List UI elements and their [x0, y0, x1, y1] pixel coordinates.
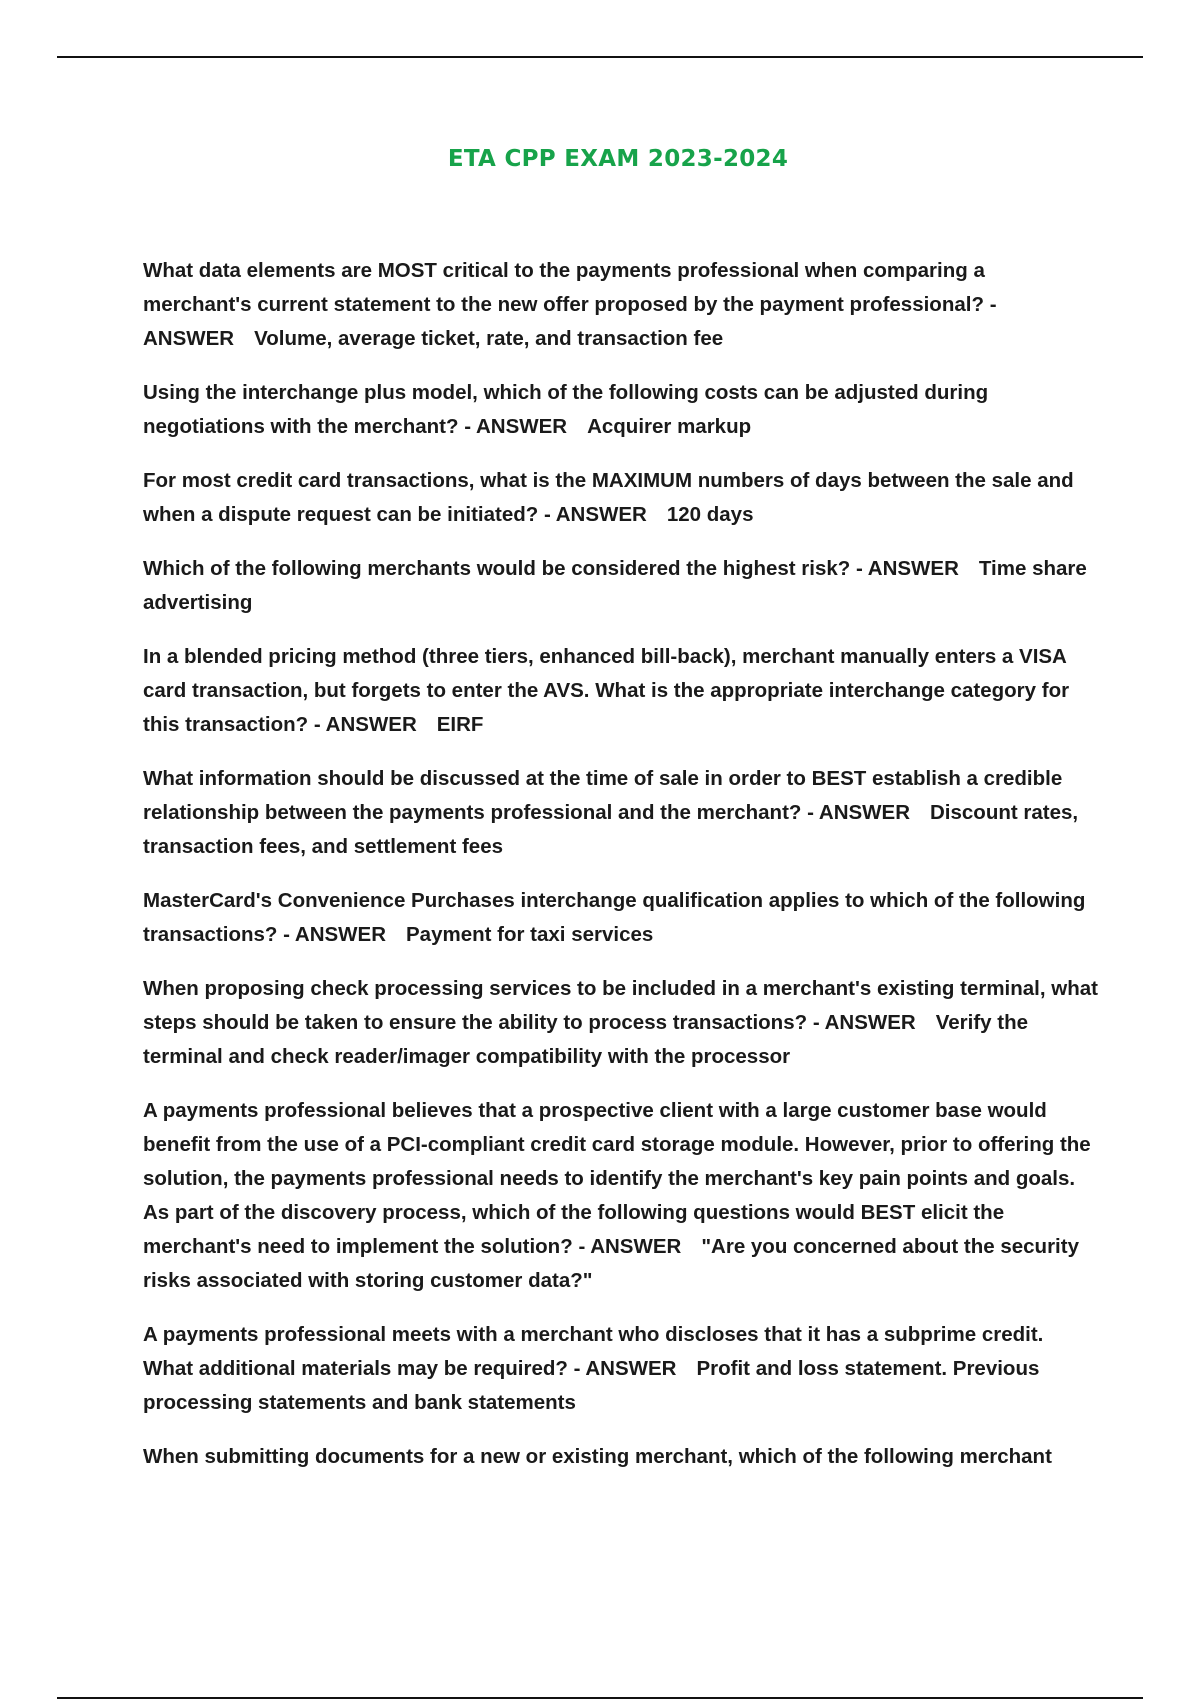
answer-text: Volume, average ticket, rate, and transaction fee [254, 327, 724, 350]
answer-text: Payment for taxi services [406, 923, 654, 946]
qa-item [143, 972, 1098, 1074]
answer-label: - ANSWER [283, 923, 386, 946]
qa-item [143, 1440, 1098, 1474]
question-text: When proposing check processing services to be included in a merchant's existing terminal, what steps should be taken to ensure the ability to process transactions? [143, 977, 1098, 1034]
question-text: A payments professional believes that a prospective client with a large customer base would benefit from the use of a PCI-compliant credit card storage module. However, prior to offering the solution, the payments professional needs to identify the merchant's key pain points and goals. As part of the discovery process, which of the following questions would BEST elicit the merchant's need to implement the solution? [143, 1099, 1091, 1258]
question-answer-list [143, 254, 1098, 1494]
answer-label: - ANSWER [573, 1357, 677, 1380]
answer-text: Time share advertising [143, 557, 1087, 614]
qa-item [143, 376, 1098, 444]
question-text: Which of the following merchants would be considered the highest risk? [143, 557, 851, 580]
question-text: In a blended pricing method (three tiers, enhanced bill-back), merchant manually enters a VISA card transaction, but forgets to enter the AVS. What is the appropriate interchange category for this transaction? [143, 645, 1070, 736]
answer-text: Acquirer markup [587, 415, 752, 438]
answer-text: Verify the terminal and check reader/imager compatibility with the processor [143, 1011, 1029, 1068]
answer-text: "Are you concerned about the security risks associated with storing customer data?" [143, 1235, 1079, 1292]
answer-label: - ANSWER [812, 1011, 916, 1034]
answer-label: - ANSWER [143, 293, 997, 350]
qa-item [143, 464, 1098, 532]
answer-label: - ANSWER [807, 801, 910, 824]
question-text: MasterCard's Convenience Purchases interchange qualification applies to which of the following transactions? [143, 889, 1086, 946]
question-text: A payments professional meets with a merchant who discloses that it has a subprime credit. What additional materials may be required? [143, 1323, 1044, 1380]
answer-text: Profit and loss statement. Previous processing statements and bank statements [143, 1357, 1040, 1414]
qa-item [143, 1094, 1098, 1298]
question-text: Using the interchange plus model, which of the following costs can be adjusted during negotiations with the merchant? [143, 381, 989, 438]
document-title: ETA CPP EXAM 2023-2024 [447, 146, 789, 172]
answer-text: Discount rates, transaction fees, and settlement fees [143, 801, 1079, 858]
answer-label: - ANSWER [464, 415, 568, 438]
qa-item [143, 884, 1098, 952]
top-divider [57, 56, 1143, 58]
answer-label: - ANSWER [313, 713, 417, 736]
qa-item [143, 552, 1098, 620]
answer-label: - ANSWER [578, 1235, 682, 1258]
qa-item [143, 640, 1098, 742]
answer-text: EIRF [436, 713, 484, 736]
answer-label: - ANSWER [856, 557, 959, 580]
question-text: What information should be discussed at the time of sale in order to BEST establish a credible relationship between the payments professional and the merchant? [143, 767, 1063, 824]
question-text: For most credit card transactions, what is the MAXIMUM numbers of days between the sale and when a dispute request can be initiated? [143, 469, 1074, 526]
answer-text: 120 days [666, 503, 754, 526]
qa-item [143, 254, 1098, 356]
qa-item [143, 762, 1098, 864]
question-text: When submitting documents for a new or existing merchant, which of the following merchant [143, 1445, 1052, 1468]
answer-label: - ANSWER [543, 503, 647, 526]
question-text: What data elements are MOST critical to the payments professional when comparing a merchant's current statement to the new offer proposed by the payment professional? [143, 259, 985, 316]
bottom-divider [57, 1697, 1143, 1699]
qa-item [143, 1318, 1098, 1420]
